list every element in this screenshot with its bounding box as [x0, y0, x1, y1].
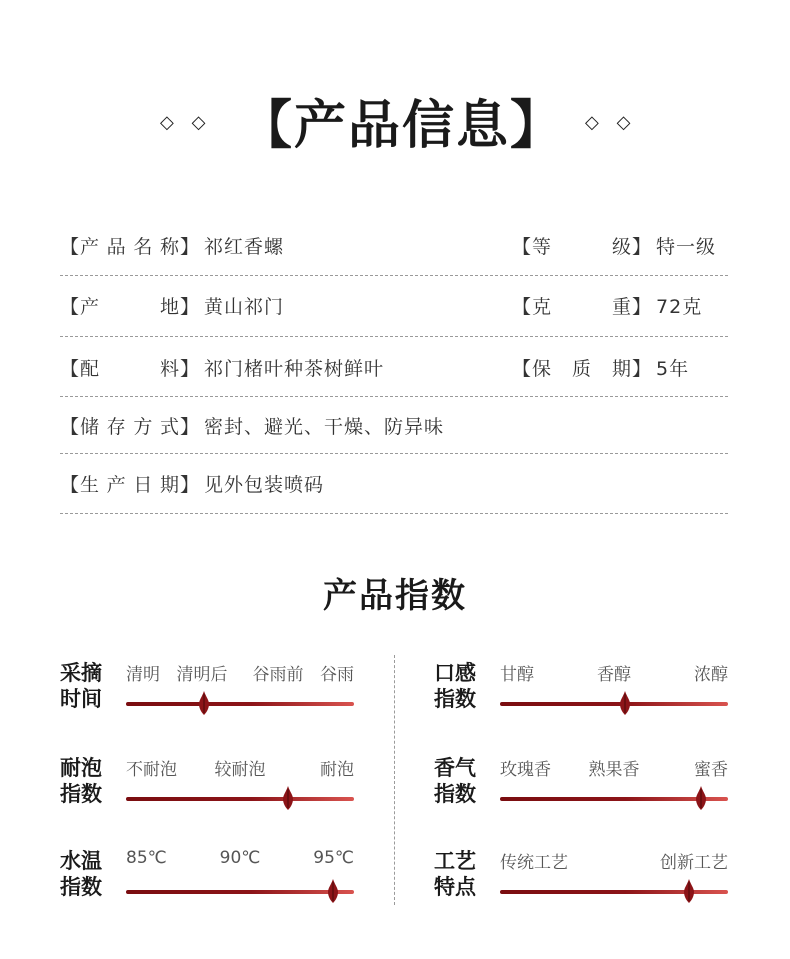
index-name: 工艺 特点 [434, 848, 476, 899]
index-bar-track [500, 797, 728, 802]
info-label: 【 配 料 】 [60, 358, 201, 380]
info-value: 黄山祁门 [204, 296, 285, 318]
info-label: 【 保 质 期 】 [512, 358, 653, 380]
info-value: 特一级 [656, 236, 717, 258]
section-title: 产品指数 [323, 576, 467, 616]
index-name: 香气 指数 [434, 755, 476, 806]
index-marker-icon [620, 691, 630, 715]
index-tick-labels [126, 660, 354, 684]
info-value: 祁门楮叶种茶树鲜叶 [204, 358, 385, 380]
vertical-divider [394, 655, 395, 905]
index-bar-track [126, 702, 354, 707]
info-row [60, 276, 728, 337]
info-cell [512, 232, 716, 259]
product-info-table [60, 218, 728, 514]
info-row [60, 337, 728, 397]
info-label: 【 产 品 名 称 】 [60, 236, 201, 258]
page-title: 【产品信息】 [240, 95, 565, 156]
index-marker-icon [684, 879, 694, 903]
index-bar-track [500, 890, 728, 895]
index-bar [126, 702, 354, 706]
info-label: 【 储 存 方 式 】 [60, 416, 201, 438]
info-cell [60, 412, 444, 439]
info-cell [60, 354, 384, 381]
index-tick-label: 90℃ [219, 848, 261, 868]
info-cell [60, 470, 324, 497]
info-label: 【 等 级 】 [512, 236, 653, 258]
index-tick-labels [500, 848, 728, 872]
index-tick-label: 蜜香 [694, 760, 728, 780]
info-value: 祁红香螺 [204, 236, 285, 258]
info-value: 密封、避光、干燥、防异味 [204, 416, 445, 438]
index-tick-label: 创新工艺 [660, 853, 728, 873]
info-value: 72克 [656, 296, 703, 318]
index-tick-label: 较耐泡 [214, 760, 266, 780]
index-tick-label: 传统工艺 [500, 853, 568, 873]
index-name: 耐泡 指数 [60, 755, 102, 806]
index-tick-label: 谷雨前 [252, 665, 304, 685]
index-bar [126, 797, 354, 801]
header [0, 88, 790, 168]
index-tick-label: 不耐泡 [126, 760, 177, 780]
index-tick-label: 浓醇 [694, 665, 728, 685]
index-tick-label: 香醇 [597, 665, 631, 685]
index-tick-labels [126, 848, 354, 872]
info-row [60, 454, 728, 514]
index-tick-labels [500, 660, 728, 684]
index-bar-track [500, 702, 728, 707]
info-cell [512, 354, 689, 381]
index-tick-label: 清明后 [176, 665, 228, 685]
index-tick-labels [126, 755, 354, 779]
index-bar-track [126, 797, 354, 802]
index-tick-labels [500, 755, 728, 779]
index-tick-label: 玫瑰香 [500, 760, 551, 780]
info-value: 5年 [656, 358, 690, 380]
index-marker-icon [199, 691, 209, 715]
info-label: 【 克 重 】 [512, 296, 653, 318]
index-bar-track [126, 890, 354, 895]
index-tick-label: 谷雨 [320, 665, 354, 685]
index-tick-label: 熟果香 [588, 760, 640, 780]
index-tick-label: 95℃ [313, 848, 354, 868]
index-marker-icon [696, 786, 706, 810]
info-cell [60, 232, 284, 259]
info-label: 【 生 产 日 期 】 [60, 474, 201, 496]
info-cell [60, 292, 284, 319]
index-tick-label: 耐泡 [320, 760, 354, 780]
index-name: 采摘 时间 [60, 660, 102, 711]
index-tick-label: 甘醇 [500, 665, 534, 685]
index-marker-icon [328, 879, 338, 903]
index-name: 口感 指数 [434, 660, 476, 711]
index-tick-label: 85℃ [126, 848, 167, 868]
info-cell [512, 292, 702, 319]
info-row [60, 397, 728, 454]
index-bar [500, 702, 728, 706]
diamond-decoration-left: ◇ ◇ [160, 112, 212, 133]
index-tick-label: 清明 [126, 665, 160, 685]
info-value: 见外包装喷码 [204, 474, 325, 496]
info-label: 【 产 地 】 [60, 296, 201, 318]
index-bar [126, 890, 354, 894]
diamond-decoration-right: ◇ ◇ [585, 112, 637, 133]
index-name: 水温 指数 [60, 848, 102, 899]
index-marker-icon [283, 786, 293, 810]
info-row [60, 218, 728, 276]
index-bar [500, 797, 728, 801]
